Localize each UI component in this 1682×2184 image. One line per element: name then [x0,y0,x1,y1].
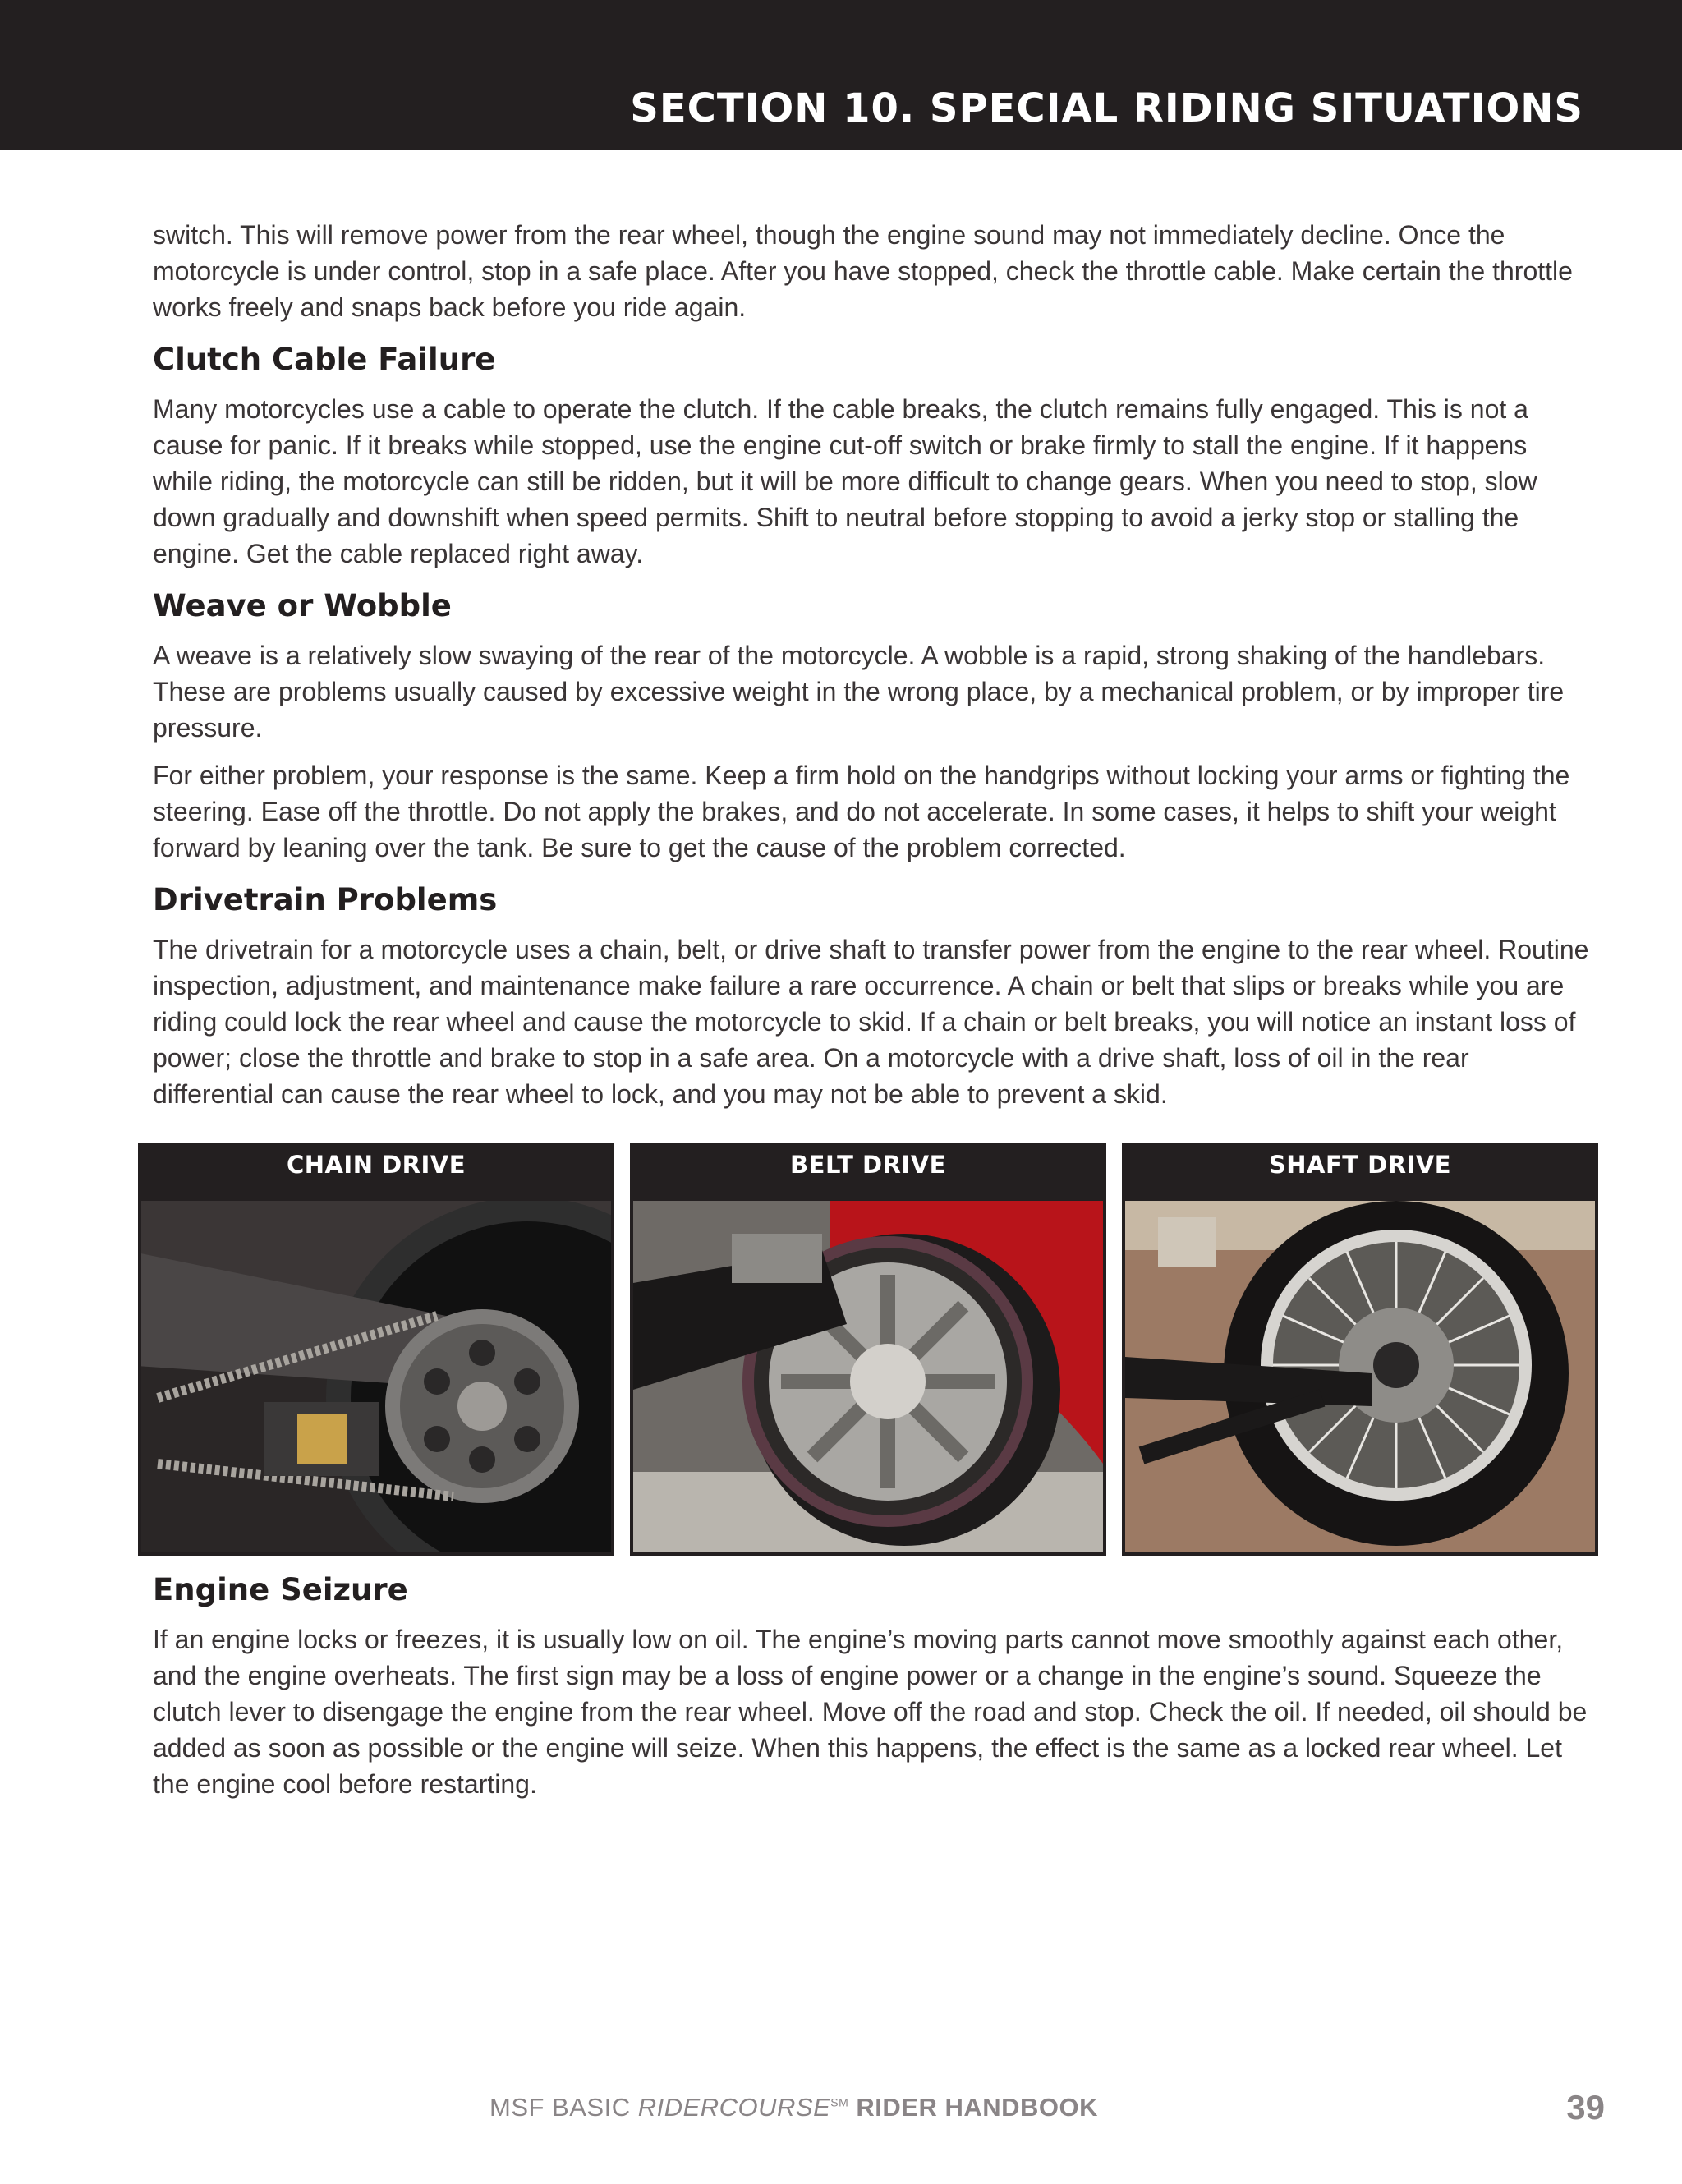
section-title: SECTION 10. SPECIAL RIDING SITUATIONS [630,85,1583,131]
page-footer [0,2088,1682,2129]
page-content [153,217,1590,1814]
footer-brand: RIDERCOURSE [637,2093,831,2122]
chain-drive-panel [138,1143,614,1556]
clutch-paragraph: Many motorcycles use a cable to operate the clutch. If the cable breaks, the clutch remains fully engaged. This is not a cause for panic. If it breaks while stopped, use the engine cut-off switch or brake firmly to stall the engine. If it happens while riding, the motorcycle can still be ridden, but it will be more difficult to change gears. When you need to stop, slow down gradually and downshift when speed permits. Shift to neutral before stopping to avoid a jerky stop or stalling the engine. Get the cable replaced right away. [153,394,1537,568]
shaft-drive-label: SHAFT DRIVE [1268,1151,1452,1179]
belt-drive-label: BELT DRIVE [790,1151,946,1179]
shaft-drive-photo [1125,1201,1595,1552]
footer-service-mark: SM [830,2095,849,2109]
engine-paragraph: If an engine locks or freezes, it is usually low on oil. The engine’s moving parts cannot move smoothly against each other, and the engine overheats. The first sign may be a loss of engine power or a change in the engine’s sound. Squeeze the clutch lever to disengage the engine from the rear wheel. Move off the road and stop. Check the oil. If needed, oil should be added as soon as possible or the engine will seize. When this happens, the effect is the same as a locked rear wheel. Let the engine cool before restarting. [153,1625,1588,1799]
heading-engine-seizure: Engine Seizure [153,1572,408,1607]
belt-drive-panel [630,1143,1106,1556]
page-number: 39 [1566,2088,1605,2127]
shaft-drive-panel [1122,1143,1598,1556]
footer-prefix: MSF BASIC [489,2093,638,2122]
drive-type-photos [138,1143,1598,1556]
footer-suffix: RIDER HANDBOOK [848,2093,1099,2122]
handbook-title [489,2093,1098,2122]
weave-paragraph-2: For either problem, your response is the same. Keep a firm hold on the handgrips without locking your arms or fighting the steering. Ease off the throttle. Do not apply the brakes, and do not accelerate. In some cases, it helps to shift your weight forward by leaning over the tank. Be sure to get the cause of the problem corrected. [153,761,1570,862]
weave-paragraph-1: A weave is a relatively slow swaying of the rear of the motorcycle. A wobble is a rapid, strong shaking of the handlebars. These are problems usually caused by excessive weight in the wrong place, by a mechanical problem, or by improper tire pressure. [153,641,1565,743]
header-bar [0,0,1682,150]
belt-drive-photo [633,1201,1103,1552]
chain-drive-photo [141,1201,611,1552]
chain-drive-label: CHAIN DRIVE [286,1151,466,1179]
heading-weave-or-wobble: Weave or Wobble [153,588,452,623]
drivetrain-paragraph: The drivetrain for a motorcycle uses a chain, belt, or drive shaft to transfer power from the engine to the rear wheel. Routine inspection, adjustment, and maintenance make failure a rare occurrence. A chain or belt that slips or breaks while you are riding could lock the rear wheel and cause the motorcycle to skid. If a chain or belt breaks, you will notice an instant loss of power; close the throttle and brake to stop in a safe area. On a motorcycle with a drive shaft, loss of oil in the rear differential can cause the rear wheel to lock, and you may not be able to prevent a skid. [153,935,1589,1109]
heading-drivetrain-problems: Drivetrain Problems [153,882,498,917]
heading-clutch-cable-failure: Clutch Cable Failure [153,342,496,377]
intro-paragraph: switch. This will remove power from the rear wheel, though the engine sound may not immediately decline. Once the motorcycle is under control, stop in a safe place. After you have stopped, check the throttle cable. Make certain the throttle works freely and snaps back before you ride again. [153,220,1573,322]
